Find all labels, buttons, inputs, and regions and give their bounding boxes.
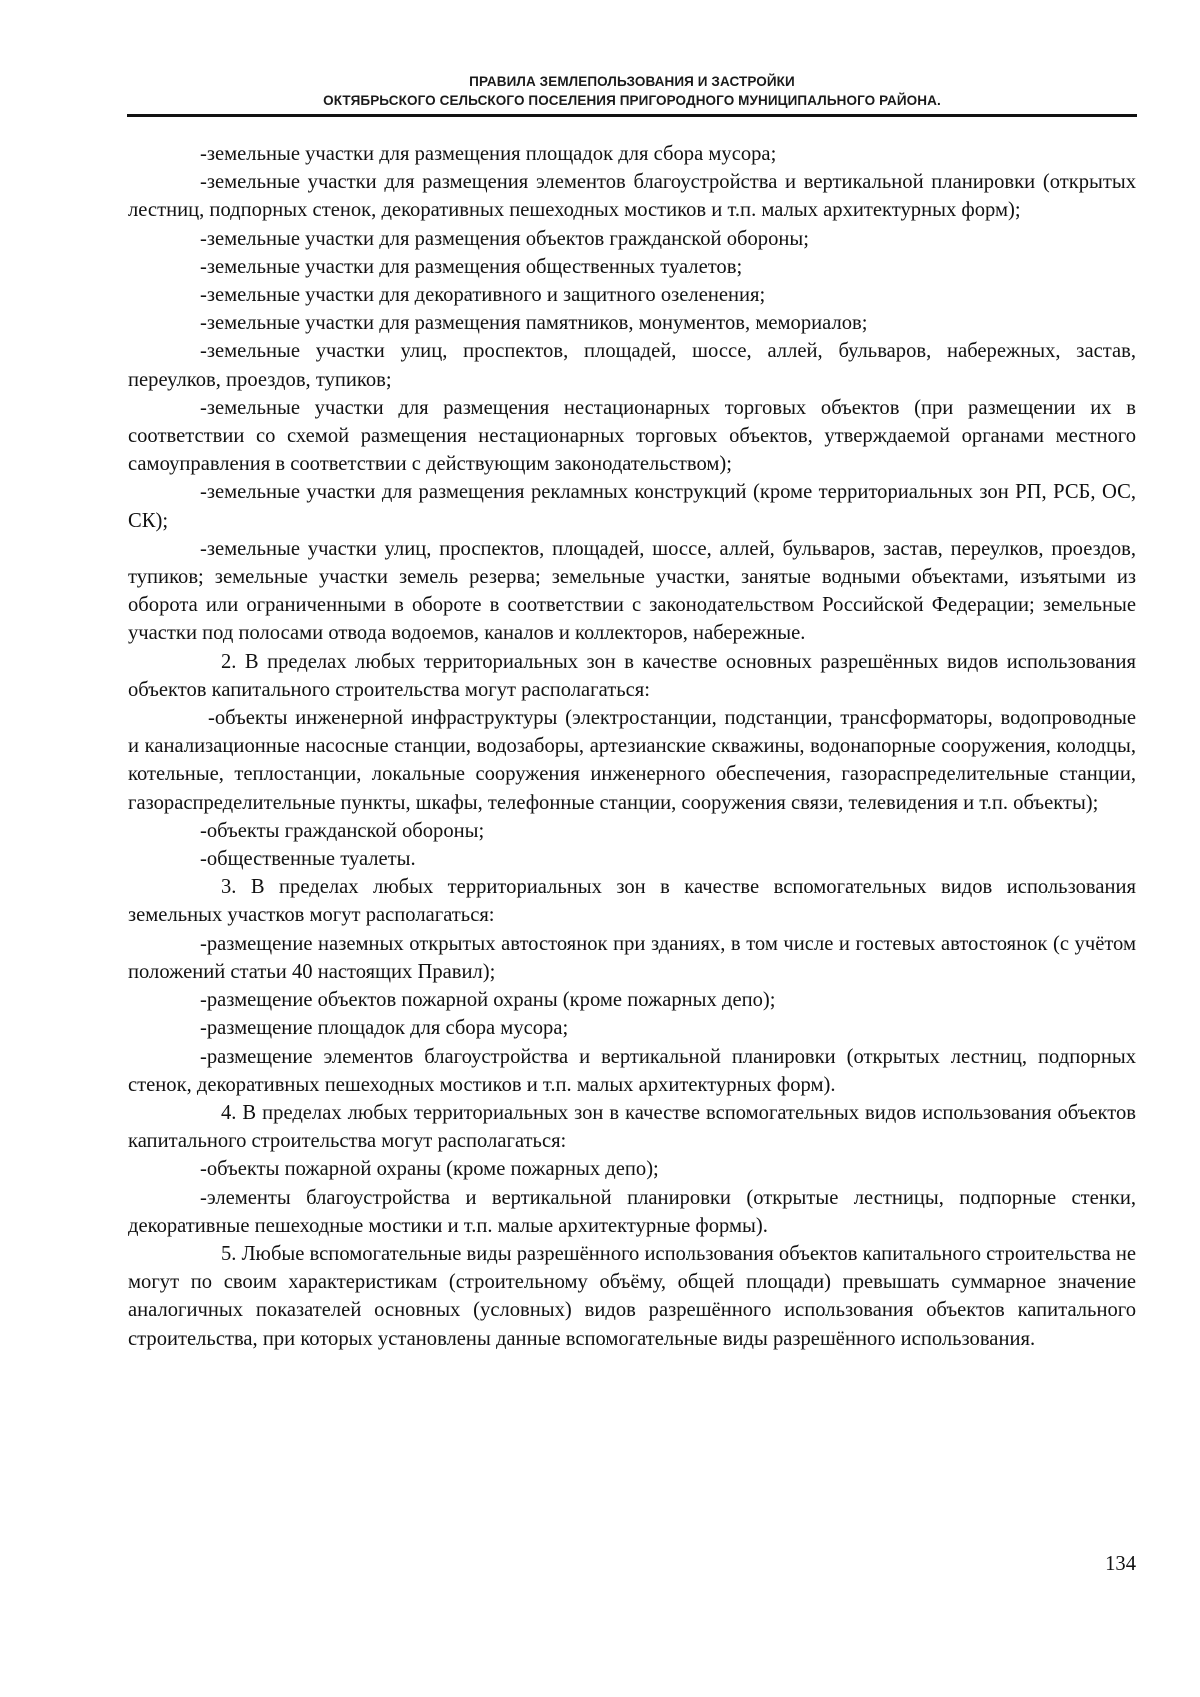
paragraph: -элементы благоустройства и вертикальной планировки (открытые лестницы, подпорные стенки, декоративные пешеходные мостики и т.п. малые архитектурные формы). (128, 1186, 1136, 1237)
paragraph: -земельные участки улиц, проспектов, площадей, шоссе, аллей, бульваров, застав, переулков, проездов, тупиков; земельные участки земель резерва; земельные участки, занятые водными объектами, изъятыми из оборота или ограниченными в обороте в соответствии с законодательством Российской Федерации; земельные участки под полосами отвода водоемов, каналов и коллекторов, набережные. (128, 537, 1136, 645)
paragraph: -земельные участки для размещения объектов гражданской обороны; (200, 227, 809, 250)
paragraph: -земельные участки для размещения элементов благоустройства и вертикальной планировки (открытых лестниц, подпорных стенок, декоративных пешеходных мостиков и т.п. малых архитектурных форм); (128, 171, 1136, 222)
paragraph: -земельные участки улиц, проспектов, площадей, шоссе, аллей, бульваров, набережных, застав, переулков, проездов, тупиков; (128, 340, 1136, 391)
paragraph: -земельные участки для размещения рекламных конструкций (кроме территориальных зон РП, РСБ, ОС, СК); (128, 481, 1136, 532)
numbered-paragraph: 2. В пределах любых территориальных зон в качестве основных разрешённых видов использования объектов капитального строительства могут располагаться: (128, 650, 1136, 701)
body-text (128, 140, 1136, 1353)
header-rule (127, 114, 1137, 117)
paragraph: -объекты пожарной охраны (кроме пожарных депо); (200, 1158, 659, 1181)
paragraph: -размещение наземных открытых автостоянок при зданиях, в том числе и гостевых автостоянок (с учётом положений статьи 40 настоящих Правил); (128, 932, 1136, 983)
running-header (127, 72, 1137, 110)
paragraph: -земельные участки для размещения нестационарных торговых объектов (при размещении их в соответствии со схемой размещения нестационарных торговых объектов, утверждаемой органами местного самоуправления в соответствии с действующим законодательством); (128, 396, 1136, 476)
paragraph: -общественные туалеты. (200, 848, 416, 871)
paragraph: -объекты инженерной инфраструктуры (электростанции, подстанции, трансформаторы, водопроводные и канализационные насосные станции, водозаборы, артезианские скважины, водонапорные сооружения, колодцы, котельные, теплостанции, локальные сооружения инженерного обеспечения, газораспределительные станции, газораспределительные пункты, шкафы, телефонные станции, сооружения связи, телевидения и т.п. объекты); (128, 707, 1136, 814)
paragraph: -объекты гражданской обороны; (200, 819, 485, 842)
paragraph: -размещение площадок для сбора мусора; (200, 1017, 569, 1040)
numbered-paragraph: 5. Любые вспомогательные виды разрешённого использования объектов капитального строительства не могут по своим характеристикам (строительному объёму, общей площади) превышать суммарное значение аналогичных показателей основных (условных) видов разрешённого использования объектов капитального строительства, при которых установлены данные вспомогательные виды разрешённого использования. (128, 1242, 1137, 1350)
paragraph: -земельные участки для декоративного и защитного озеленения; (200, 284, 766, 307)
numbered-paragraph: 4. В пределах любых территориальных зон в качестве вспомогательных видов использования объектов капитального строительства могут располагаться: (128, 1101, 1136, 1153)
header-line-1: ПРАВИЛА ЗЕМЛЕПОЛЬЗОВАНИЯ И ЗАСТРОЙКИ (469, 74, 795, 89)
paragraph: -размещение элементов благоустройства и вертикальной планировки (открытых лестниц, подпорных стенок, декоративных пешеходных мостиков и т.п. малых архитектурных форм). (128, 1045, 1136, 1096)
header-line-2: ОКТЯБРЬСКОГО СЕЛЬСКОГО ПОСЕЛЕНИЯ ПРИГОРОДНОГО МУНИЦИПАЛЬНОГО РАЙОНА. (323, 93, 941, 108)
paragraph: -размещение объектов пожарной охраны (кроме пожарных депо); (200, 989, 776, 1012)
paragraph: -земельные участки для размещения площадок для сбора мусора; (200, 143, 777, 165)
paragraph: -земельные участки для размещения общественных туалетов; (200, 255, 743, 278)
paragraph: -земельные участки для размещения памятников, монументов, мемориалов; (200, 312, 868, 335)
page-number: 134 (1105, 1553, 1136, 1575)
numbered-paragraph: 3. В пределах любых территориальных зон в качестве вспомогательных видов использования земельных участков могут располагаться: (128, 876, 1136, 927)
